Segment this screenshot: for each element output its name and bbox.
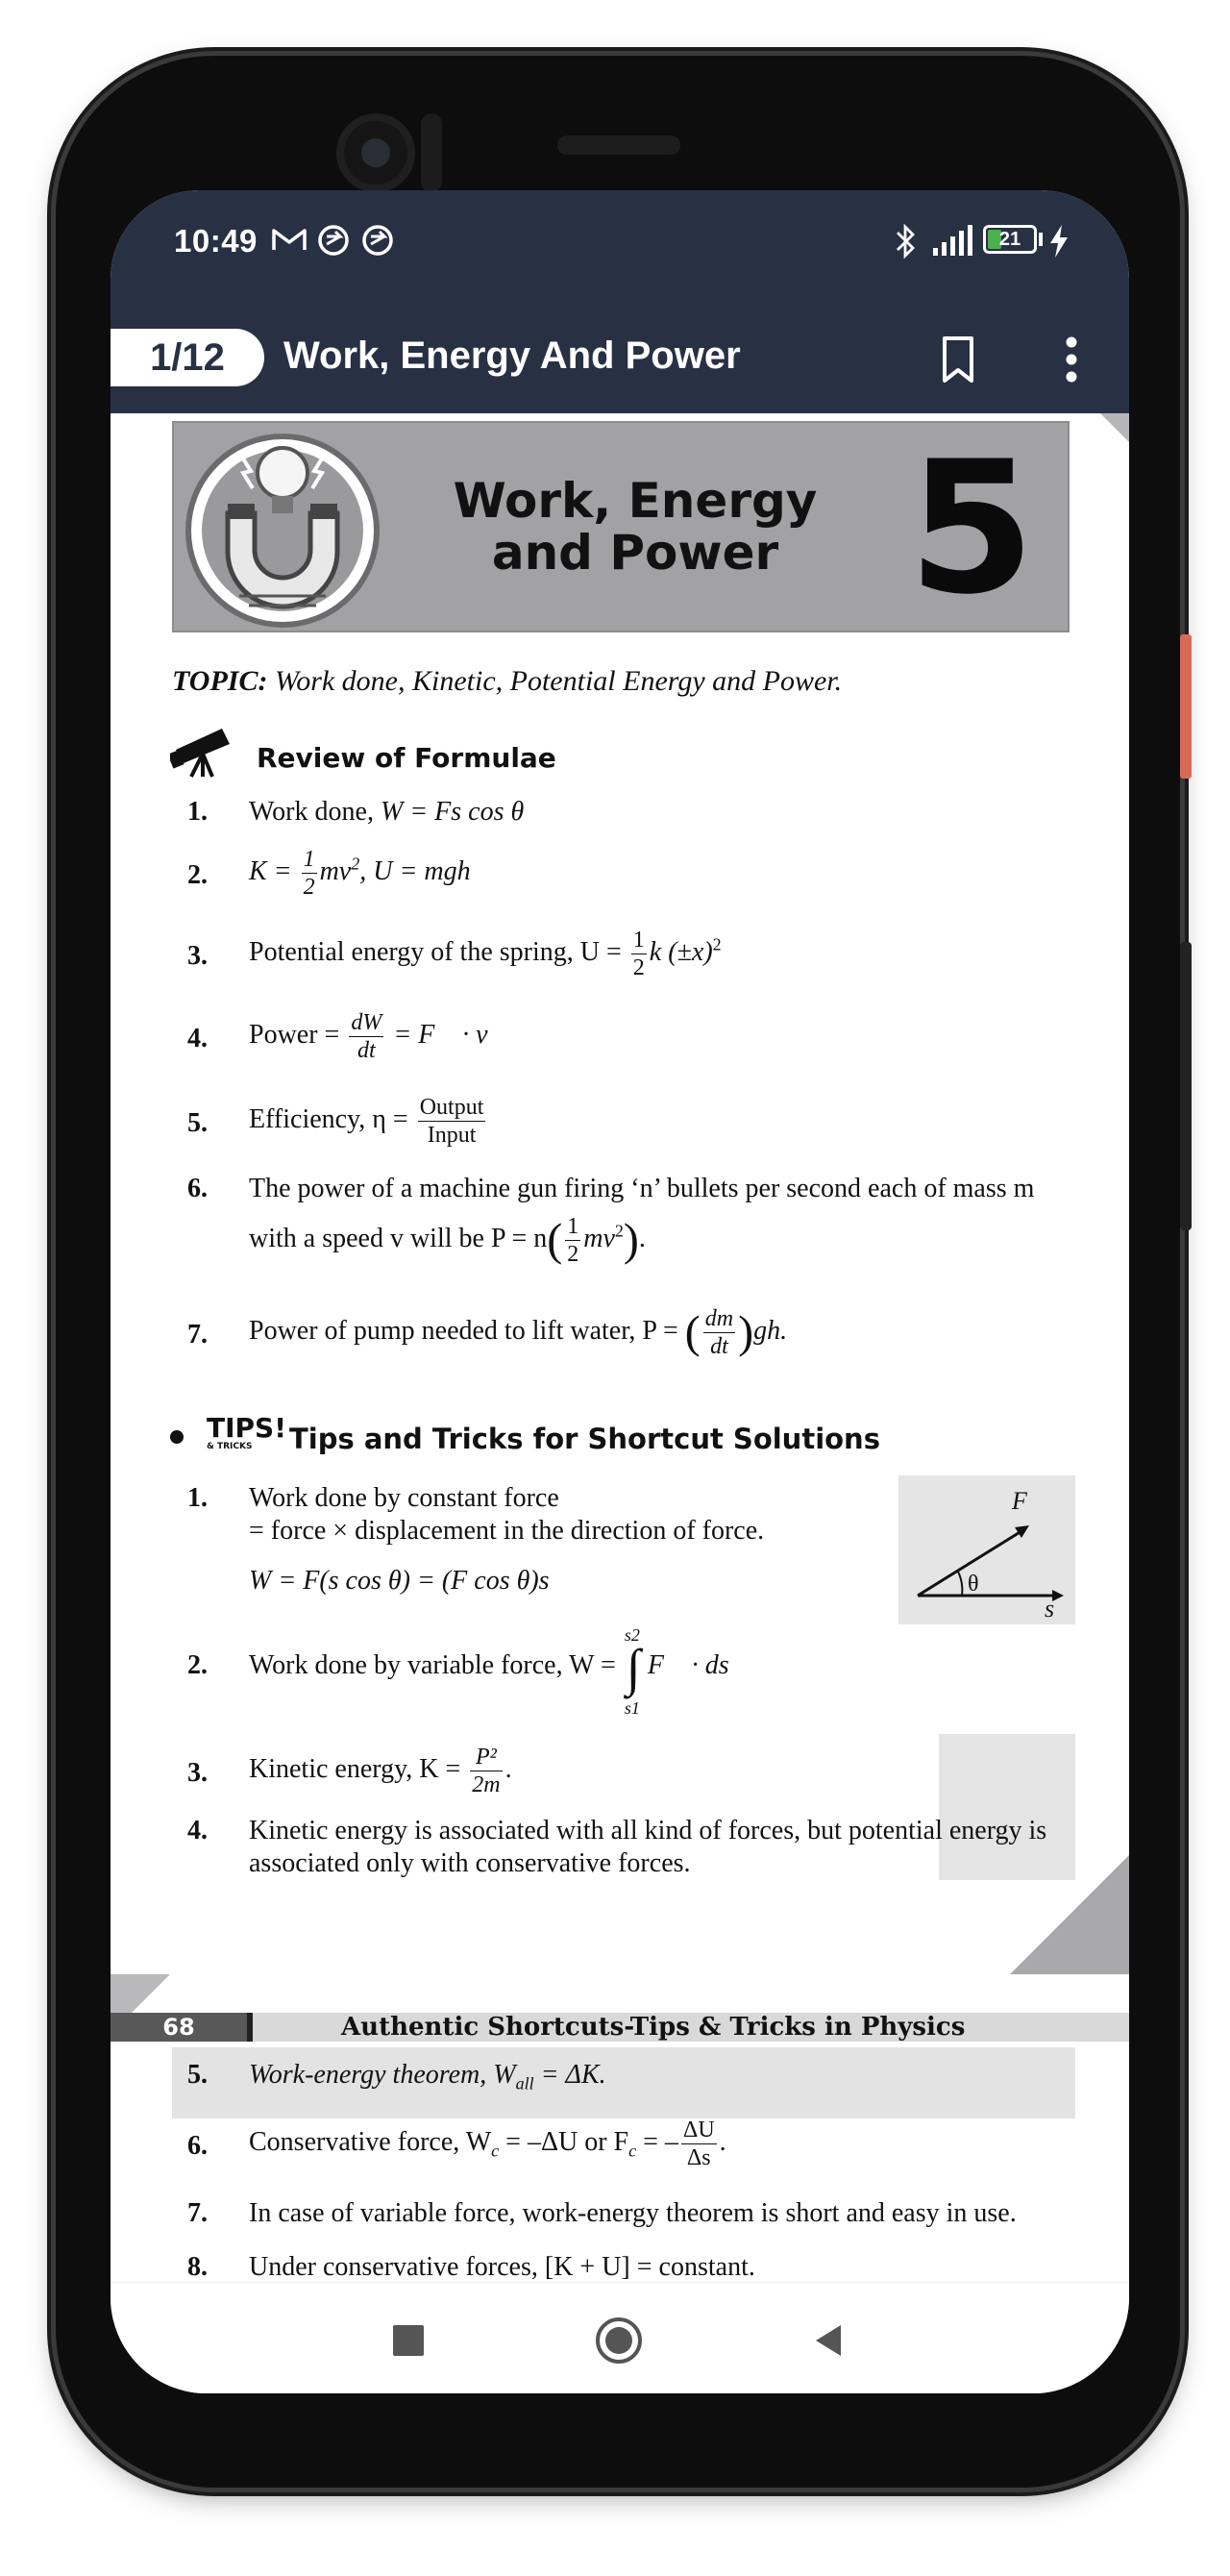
item-text: [249, 1624, 750, 1718]
item-text-line2: = force × displacement in the direction of force.: [249, 1516, 765, 1546]
page-corner-decoration: [1010, 1855, 1129, 1974]
integral-lower-limit: s1: [624, 1697, 640, 1718]
home-dot: [605, 2327, 632, 2354]
fraction: [631, 927, 647, 981]
item-number: 5.: [187, 1108, 208, 1138]
formula-part: with a speed v will be P = n: [249, 1223, 548, 1253]
left-paren: (: [547, 1214, 563, 1266]
item-text-line1: Work done by constant force: [249, 1483, 559, 1513]
chapter-title: Work, Energy and Power: [453, 473, 818, 581]
item-number: 6.: [187, 2131, 208, 2161]
formula-part: gh.: [753, 1315, 788, 1346]
item-number: 8.: [187, 2252, 208, 2282]
book-title: Authentic Shortcuts-Tips & Tricks in Physics: [341, 2013, 966, 2042]
battery-tip: [1039, 233, 1043, 246]
formula-part: F⃗ · ds⃗: [647, 1650, 750, 1680]
item-number: 2.: [187, 860, 208, 890]
magnet-bulb-icon: [182, 427, 383, 629]
tips-logo: [207, 1412, 286, 1451]
formula-part: mv: [583, 1223, 615, 1253]
page-indicator[interactable]: 1/12: [111, 329, 264, 386]
formula-label: Work done,: [249, 797, 381, 827]
item-number: 3.: [187, 1758, 208, 1788]
item-text-line2: [249, 1213, 646, 1268]
corner-decoration: [1100, 413, 1129, 442]
subscript: all: [515, 2073, 534, 2093]
vector-figure: [898, 1475, 1075, 1624]
item-text-line1: The power of a machine gun firing ‘n’ bullets per second each of mass m: [249, 1174, 1035, 1203]
screen: [111, 190, 1129, 2393]
fraction-numerator: 1: [303, 847, 315, 872]
telescope-icon: [170, 723, 243, 779]
fraction-numerator: dW: [351, 1010, 382, 1035]
item-text: [249, 2117, 726, 2171]
formula-part: Efficiency, η =: [249, 1103, 415, 1134]
superscript: 2: [351, 854, 360, 874]
superscript: 2: [614, 1221, 624, 1241]
superscript: 2: [712, 934, 722, 954]
sync-icon: [360, 223, 395, 258]
item-number: 1.: [187, 797, 208, 827]
fraction-numerator: dm: [704, 1306, 734, 1331]
item-text: [249, 927, 722, 981]
fraction-denominator: 2: [303, 875, 315, 900]
fraction-numerator: P²: [470, 1744, 502, 1771]
angle-label: θ: [968, 1572, 979, 1597]
formula-part: Potential energy of the spring, U =: [249, 936, 628, 967]
tips-logo-subtext: & TRICKS: [207, 1442, 253, 1451]
item-text: In case of variable force, work-energy theorem is short and easy in use.: [249, 2198, 1017, 2228]
tips-heading: Tips and Tricks for Shortcut Solutions: [289, 1423, 880, 1455]
circle-icon[interactable]: [596, 2317, 642, 2364]
formula-part: = –ΔU or F: [499, 2126, 629, 2157]
fraction: [349, 1009, 383, 1064]
proximity-sensor: [421, 113, 442, 192]
status-bar: [111, 190, 1129, 296]
integral-sign: ∫: [626, 1638, 641, 1697]
formula-part: Kinetic energy, K =: [249, 1753, 468, 1784]
fraction-numerator: Output: [419, 1095, 484, 1120]
integral-upper-limit: s2: [624, 1624, 640, 1645]
right-paren: ): [738, 1306, 754, 1358]
formula-part: Work done by variable force, W =: [249, 1650, 623, 1680]
item-text: [249, 1009, 508, 1064]
gmail-icon: [270, 223, 308, 258]
formula-part: k (±x): [649, 936, 713, 967]
formula-part: Power of pump needed to lift water, P =: [249, 1315, 685, 1346]
force-label: F: [1012, 1487, 1027, 1515]
item-number: 3.: [187, 941, 208, 971]
displacement-label: s: [1045, 1595, 1055, 1622]
item-text-line3: W = F(s cos θ) = (F cos θ)s: [249, 1566, 550, 1596]
charging-icon: [1046, 223, 1071, 260]
app-bar: [111, 296, 1129, 413]
fraction: [703, 1305, 735, 1360]
fraction-denominator: dt: [710, 1334, 728, 1359]
item-text-line2: associated only with conservative forces.: [249, 1848, 691, 1878]
fraction: [418, 1094, 486, 1149]
chapter-banner: [172, 421, 1070, 632]
fraction-denominator: 2: [632, 955, 645, 980]
formula-part: Work-energy theorem, W: [249, 2060, 516, 2090]
fraction: [470, 1744, 502, 1798]
fraction-numerator: 1: [632, 928, 645, 953]
fraction-denominator: 2m: [472, 1772, 501, 1797]
signal-icon: [931, 223, 973, 258]
document-page[interactable]: [111, 413, 1129, 2282]
battery-percent: 21: [998, 229, 1021, 250]
right-paren: ): [623, 1214, 639, 1266]
sync-icon: [316, 223, 351, 258]
item-number: 6.: [187, 1174, 208, 1203]
formula-part: Power =: [249, 1019, 347, 1050]
tips-logo-text: TIPS!: [207, 1412, 286, 1444]
item-number: 7.: [187, 1320, 208, 1350]
item-number: 4.: [187, 1024, 208, 1053]
item-text: [249, 1305, 787, 1360]
earpiece-speaker: [557, 136, 680, 155]
item-text: [249, 2059, 606, 2100]
triangle-back-icon[interactable]: [810, 2321, 849, 2360]
more-vert-icon[interactable]: [1047, 331, 1095, 388]
subscript: c: [628, 2141, 637, 2161]
bluetooth-icon: [894, 223, 917, 260]
item-number: 1.: [187, 1483, 208, 1513]
fraction: [681, 2117, 717, 2171]
item-number: 5.: [187, 2060, 208, 2090]
review-heading: Review of Formulae: [257, 742, 556, 774]
item-number: 7.: [187, 2198, 208, 2228]
item-number: 2.: [187, 1650, 208, 1680]
item-text: Under conservative forces, [K + U] = constant.: [249, 2252, 755, 2282]
fraction-denominator: Δs: [686, 2145, 711, 2170]
topic-line: [172, 665, 842, 698]
status-time: 10:49: [174, 223, 258, 259]
fraction: [302, 846, 317, 901]
side-button-red: [1180, 634, 1192, 779]
formula-part: .: [504, 1753, 512, 1784]
page-number: 68: [111, 2013, 247, 2042]
item-text: [249, 796, 524, 829]
square-icon[interactable]: [393, 2325, 424, 2356]
fraction-denominator: Input: [427, 1123, 477, 1148]
fraction-numerator: 1: [567, 1214, 579, 1239]
formula-part: Conservative force, W: [249, 2126, 492, 2157]
camera-lens: [361, 138, 390, 167]
formula-part: , U = mgh: [359, 855, 471, 886]
document-title: Work, Energy And Power: [283, 334, 741, 377]
topic-label: TOPIC:: [172, 665, 268, 697]
left-paren: (: [684, 1306, 701, 1358]
chapter-number: 5: [907, 422, 1036, 634]
formula-part: = –: [636, 2126, 678, 2157]
formula-part: .: [638, 1223, 646, 1253]
battery-icon: [983, 225, 1037, 254]
fraction-denominator: 2: [567, 1242, 579, 1267]
item-text: [249, 1744, 512, 1798]
item-text: [249, 1094, 488, 1149]
formula-expression: W = Fs cos θ: [380, 797, 525, 827]
bullet-dot: [170, 1430, 184, 1444]
topic-text: Work done, Kinetic, Potential Energy and Power.: [274, 665, 843, 697]
formula-part: mv: [319, 855, 352, 886]
formula-part: = ΔK.: [533, 2060, 606, 2090]
item-number: 4.: [187, 1816, 208, 1845]
fraction-numerator: ΔU: [682, 2118, 715, 2143]
fraction-denominator: dt: [357, 1038, 376, 1063]
integral: [623, 1624, 648, 1718]
fraction: [565, 1213, 580, 1268]
navigation-bar: [111, 2282, 1129, 2393]
formula-part: .: [719, 2126, 726, 2157]
footer-separator: [247, 2013, 253, 2042]
bookmark-icon[interactable]: [929, 331, 987, 388]
subscript: c: [491, 2141, 500, 2161]
formula-part: K =: [249, 855, 299, 886]
item-text: [249, 846, 471, 901]
item-text-line1: Kinetic energy is associated with all kind of forces, but potential energy is: [249, 1816, 1047, 1845]
formula-part: = F⃗ · v⃗: [386, 1019, 509, 1050]
side-button-power: [1180, 942, 1192, 1230]
